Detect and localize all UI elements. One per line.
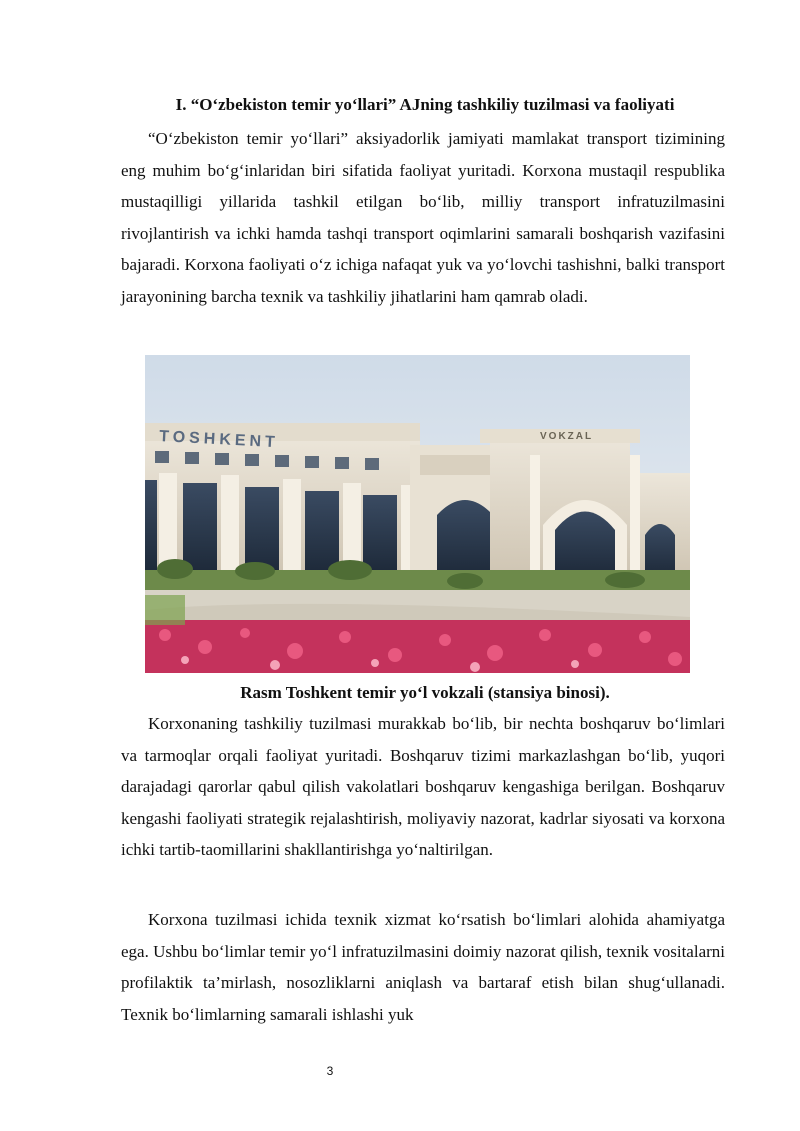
figure-caption: Rasm Toshkent temir yo‘l vokzali (stansiya binosi). bbox=[240, 683, 610, 702]
section-heading: I. “O‘zbekiston temir yo‘llari” AJning tashkiliy tuzilmasi va faoliyati bbox=[175, 95, 675, 114]
station-sign-left: TOSHKENT bbox=[158, 428, 280, 452]
paragraph-3: Korxona tuzilmasi ichida texnik xizmat ko‘rsatish bo‘limlari alohida ahamiyatga ega. Ushbu bo‘limlar temir yo‘l infratuzilmasini doimiy nazorat qilish, texnik vositalarni profilaktik ta’mirlash, nosozliklarni aniqlash va bartaraf etish bilan shug‘ullanadi. Texnik bo‘limlarning samarali ishlashi yuk bbox=[121, 910, 725, 1024]
page-number: 3 bbox=[326, 1064, 334, 1078]
paragraph-2: Korxonaning tashkiliy tuzilmasi murakkab bo‘lib, bir nechta boshqaruv bo‘limlari va tarmoqlar orqali faoliyat yuritadi. Boshqaruv tizimi markazlashgan bo‘lib, yuqori darajadagi qarorlar qabul qilish vakolatlari boshqaruv kengashiga berilgan. Boshqaruv kengashi faoliyati strategik rejalashtirish, moliyaviy nazorat, kadrlar siyosati va korxona ichki tartib-taomillarini shakllantirishga yo‘naltirilgan. bbox=[121, 714, 725, 860]
station-photo bbox=[145, 355, 690, 673]
paragraph-1: “O‘zbekiston temir yo‘llari” aksiyadorlik jamiyati mamlakat transport tizimining eng muhim bo‘g‘inlaridan biri sifatida faoliyat yuritadi. Korxona mustaqil respublika mustaqilligi yillarida tashkil etilgan bo‘lib, milliy transport infratuzilmasini rivojlantirish va ichki hamda tashqi transport oqimlarini samarali boshqarish vazifasini bajaradi. Korxona faoliyati o‘z ichiga nafaqat yuk va yo‘lovchi tashishni, balki transport jarayonining barcha texnik va tashkiliy jihatlarini ham qamrab oladi. bbox=[121, 129, 725, 306]
station-sign-right: VOKZAL bbox=[540, 431, 594, 442]
